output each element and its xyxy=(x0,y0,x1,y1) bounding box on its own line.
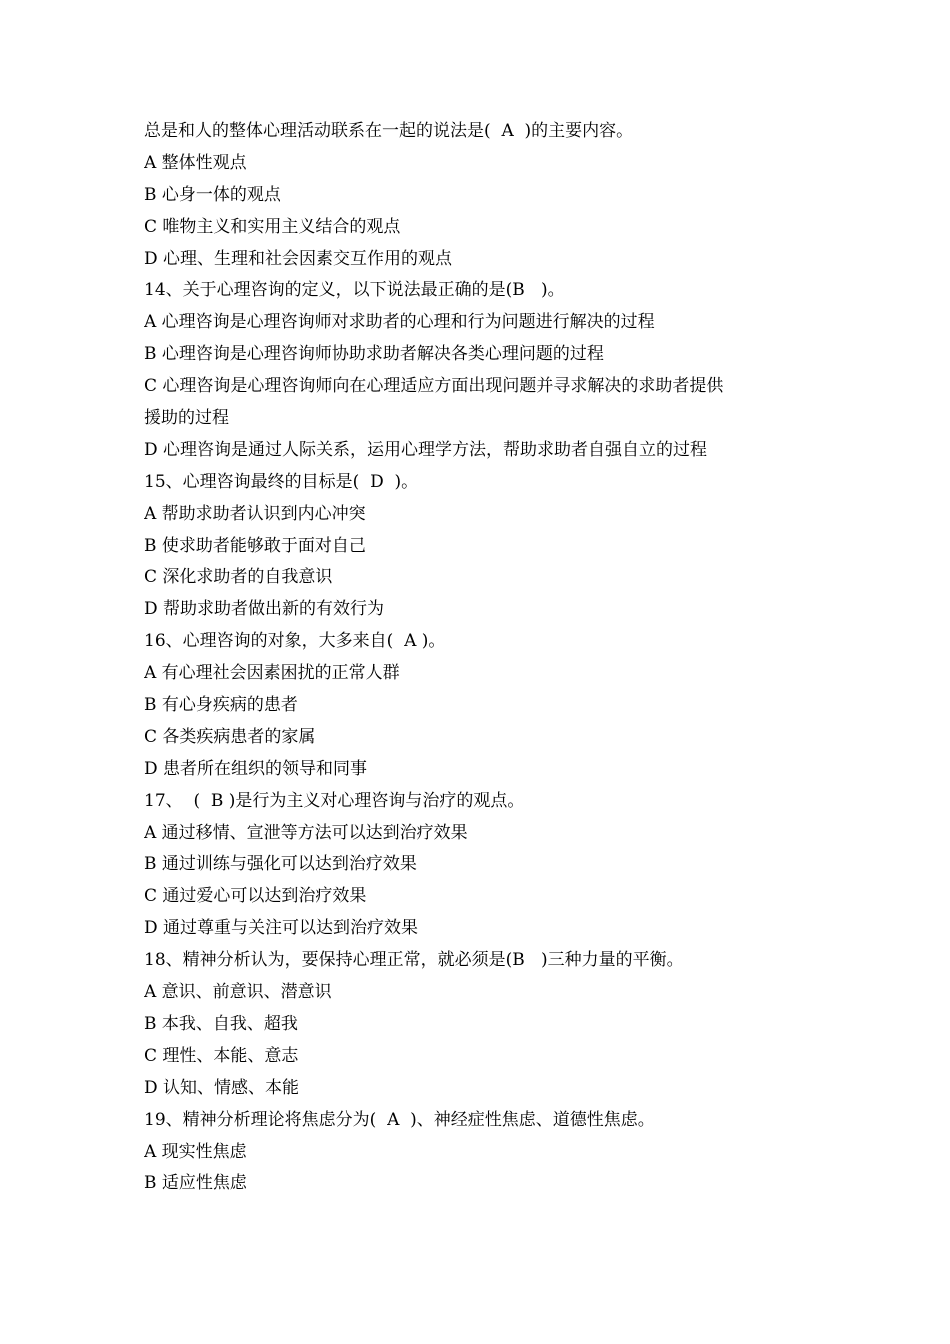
question-14-stem: 14、关于心理咨询的定义，以下说法最正确的是(B )。 xyxy=(144,280,565,301)
question-14-option-c: C 心理咨询是心理咨询师向在心理适应方面出现问题并寻求解决的求助者提供 xyxy=(144,376,724,397)
question-16-option-a: A 有心理社会因素困扰的正常人群 xyxy=(144,663,400,684)
question-17-option-d: D 通过尊重与关注可以达到治疗效果 xyxy=(144,918,419,939)
question-16-option-c: C 各类疾病患者的家属 xyxy=(144,726,316,747)
question-13-option-c: C 唯物主义和实用主义结合的观点 xyxy=(144,216,401,237)
question-13-option-a: A 整体性观点 xyxy=(144,152,247,173)
question-14-option-a: A 心理咨询是心理咨询师对求助者的心理和行为问题进行解决的过程 xyxy=(144,312,655,333)
question-15-option-c: C 深化求助者的自我意识 xyxy=(144,567,333,588)
question-15-option-d: D 帮助求助者做出新的有效行为 xyxy=(144,599,385,620)
question-17-option-a: A 通过移情、宣泄等方法可以达到治疗效果 xyxy=(144,822,468,843)
question-19-option-a: A 现实性焦虑 xyxy=(144,1141,247,1162)
question-18-option-c: C 理性、本能、意志 xyxy=(144,1045,299,1066)
question-15-option-b: B 使求助者能够敢于面对自己 xyxy=(144,535,366,556)
question-14-option-d: D 心理咨询是通过人际关系，运用心理学方法，帮助求助者自强自立的过程 xyxy=(144,439,708,460)
question-15-stem: 15、心理咨询最终的目标是( D )。 xyxy=(144,471,419,492)
question-14-option-c-continued: 援助的过程 xyxy=(144,408,229,429)
question-13-stem-tail: 总是和人的整体心理活动联系在一起的说法是( A )的主要内容。 xyxy=(144,121,634,141)
question-13-option-d: D 心理、生理和社会因素交互作用的观点 xyxy=(144,248,453,269)
question-19-stem: 19、精神分析理论将焦虑分为( A )、神经症性焦虑、道德性焦虑。 xyxy=(144,1109,655,1130)
question-15-option-a: A 帮助求助者认识到内心冲突 xyxy=(144,503,366,524)
question-13-option-b: B 心身一体的观点 xyxy=(144,184,281,205)
question-16-option-b: B 有心身疾病的患者 xyxy=(144,695,298,716)
question-17-option-b: B 通过训练与强化可以达到治疗效果 xyxy=(144,854,417,875)
question-19-option-b: B 适应性焦虑 xyxy=(144,1173,247,1194)
question-14-option-b: B 心理咨询是心理咨询师协助求助者解决各类心理问题的过程 xyxy=(144,344,604,365)
question-16-option-d: D 患者所在组织的领导和同事 xyxy=(144,758,368,779)
question-17-option-c: C 通过爱心可以达到治疗效果 xyxy=(144,886,367,907)
question-16-stem: 16、心理咨询的对象，大多来自( A )。 xyxy=(144,631,446,652)
question-17-stem: 17、 ( B )是行为主义对心理咨询与治疗的观点。 xyxy=(144,790,525,811)
document-body xyxy=(144,116,824,1200)
question-18-option-d: D 认知、情感、本能 xyxy=(144,1077,300,1098)
question-18-option-a: A 意识、前意识、潜意识 xyxy=(144,982,332,1003)
question-18-stem: 18、精神分析认为，要保持心理正常，就必须是(B )三种力量的平衡。 xyxy=(144,950,684,971)
question-18-option-b: B 本我、自我、超我 xyxy=(144,1013,298,1034)
